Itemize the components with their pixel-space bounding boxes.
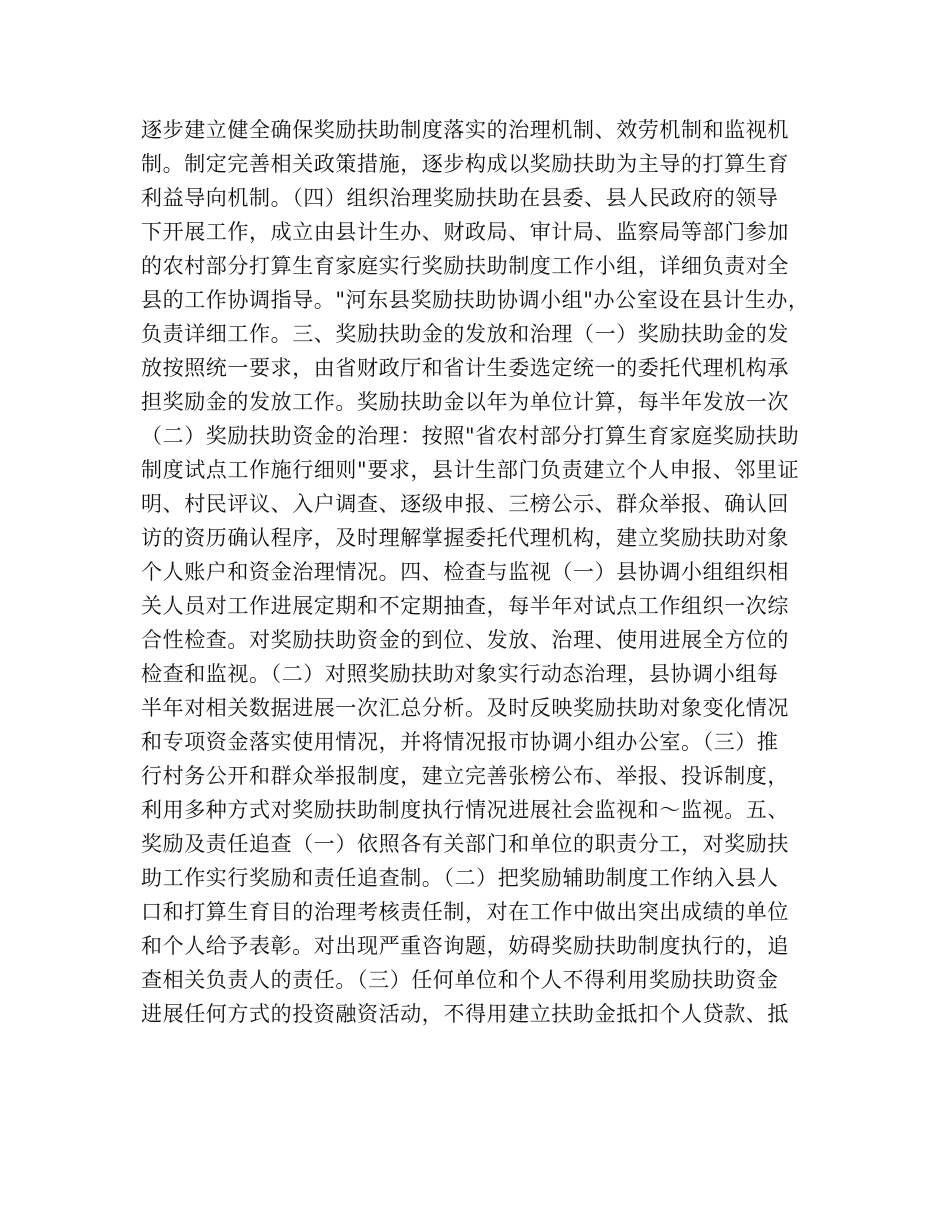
text-line: 的农村部分打算生育家庭实行奖励扶助制度工作小组，详细负责对全 bbox=[141, 254, 789, 278]
text-line: 明、村民评议、入户调查、逐级申报、三榜公示、群众举报、确认回 bbox=[141, 492, 789, 516]
text-line: 制。制定完善相关政策措施，逐步构成以奖励扶助为主导的打算生育 bbox=[141, 152, 789, 176]
text-line: 利用多种方式对奖励扶助制度执行情况进展社会监视和～监视。五、 bbox=[141, 798, 789, 822]
text-line: 放按照统一要求，由省财政厅和省计生委选定统一的委托代理机构承 bbox=[141, 356, 789, 380]
text-line: 县的工作协调指导。"河东县奖励扶助协调小组"办公室设在县计生办， bbox=[141, 288, 810, 312]
text-line: 制度试点工作施行细则"要求，县计生部门负责建立个人申报、邻里证 bbox=[141, 458, 800, 482]
text-line: 半年对相关数据进展一次汇总分析。及时反映奖励扶助对象变化情况 bbox=[141, 696, 789, 720]
text-line: （二）奖励扶助资金的治理：按照"省农村部分打算生育家庭奖励扶助 bbox=[141, 424, 800, 448]
text-line: 负责详细工作。三、奖励扶助金的发放和治理（一）奖励扶助金的发 bbox=[141, 322, 789, 346]
text-line: 和个人给予表彰。对出现严重咨询题，妨碍奖励扶助制度执行的，追 bbox=[141, 934, 789, 958]
text-line: 助工作实行奖励和责任追查制。（二）把奖励辅助制度工作纳入县人 bbox=[141, 866, 779, 890]
text-line: 奖励及责任追查（一）依照各有关部门和单位的职责分工，对奖励扶 bbox=[141, 832, 789, 856]
text-line: 担奖励金的发放工作。奖励扶助金以年为单位计算，每半年发放一次 bbox=[141, 390, 789, 414]
text-line: 逐步建立健全确保奖励扶助制度落实的治理机制、效劳机制和监视机 bbox=[141, 118, 789, 142]
text-line: 检查和监视。（二）对照奖励扶助对象实行动态治理，县协调小组每 bbox=[141, 662, 779, 686]
text-line: 个人账户和资金治理情况。四、检查与监视（一）县协调小组组织相 bbox=[141, 560, 789, 584]
text-line: 下开展工作，成立由县计生办、财政局、审计局、监察局等部门参加 bbox=[141, 220, 789, 244]
text-line: 口和打算生育目的治理考核责任制，对在工作中做出突出成绩的单位 bbox=[141, 900, 789, 924]
text-line: 查相关负责人的责任。（三）任何单位和个人不得利用奖励扶助资金 bbox=[141, 968, 779, 992]
text-line: 访的资历确认程序，及时理解掌握委托代理机构，建立奖励扶助对象 bbox=[141, 526, 789, 550]
text-line: 利益导向机制。（四）组织治理奖励扶助在县委、县人民政府的领导 bbox=[141, 186, 779, 210]
text-line: 合性检查。对奖励扶助资金的到位、发放、治理、使用进展全方位的 bbox=[141, 628, 789, 652]
text-line: 进展任何方式的投资融资活动，不得用建立扶助金抵扣个人贷款、抵 bbox=[141, 1002, 789, 1026]
text-line: 和专项资金落实使用情况，并将情况报市协调小组办公室。（三）推 bbox=[141, 730, 779, 754]
text-line: 行村务公开和群众举报制度，建立完善张榜公布、举报、投诉制度， bbox=[141, 764, 789, 788]
body-text bbox=[141, 113, 841, 1031]
text-line: 关人员对工作进展定期和不定期抽查，每半年对试点工作组织一次综 bbox=[141, 594, 789, 618]
